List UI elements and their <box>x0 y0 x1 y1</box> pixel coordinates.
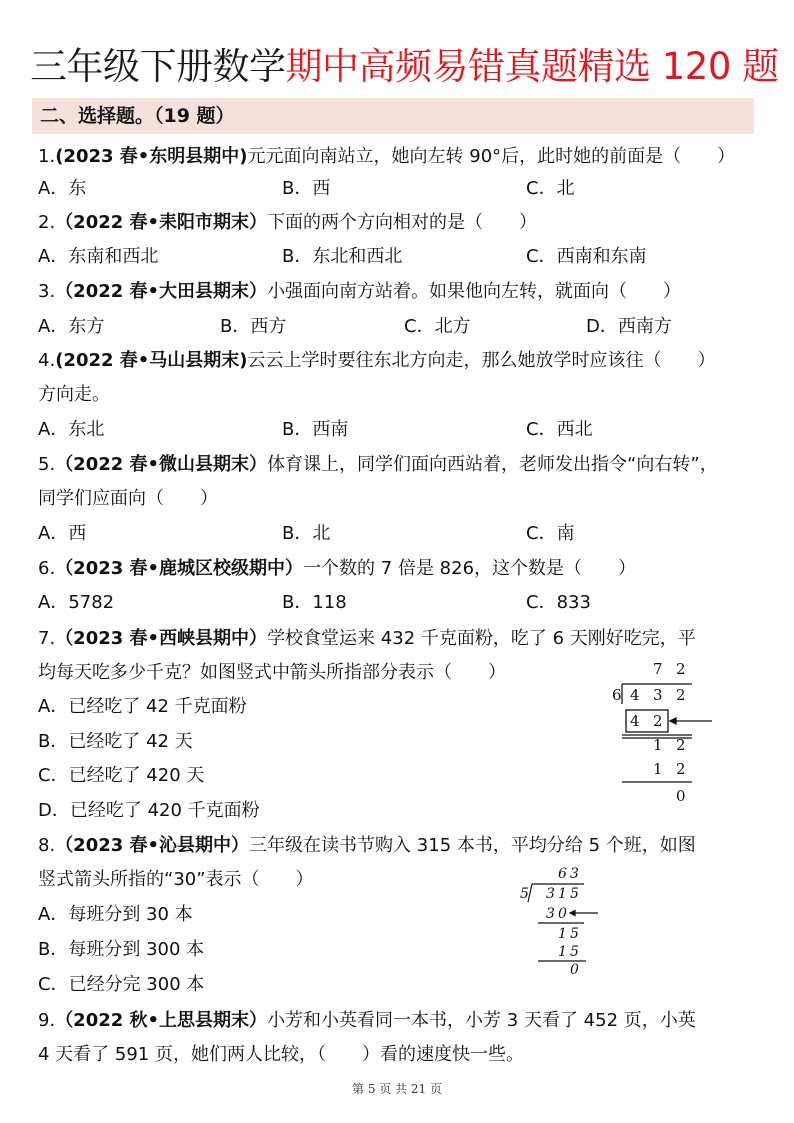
dividend-digit: 3 <box>653 686 663 704</box>
divisor: 6 <box>612 686 622 704</box>
step-digit: 2 <box>676 736 686 754</box>
long-division-figure-1 <box>608 658 718 808</box>
option-a: A．东北 <box>38 419 105 440</box>
question-2 <box>38 206 760 240</box>
option-a: A．西 <box>38 523 87 544</box>
question-6 <box>38 552 760 586</box>
question-source: （2022 春•大田县期末） <box>55 281 268 302</box>
option-c: C．北方 <box>404 316 471 337</box>
dividend-digit: 3 <box>546 886 555 902</box>
question-text: 云云上学时要往东北方向走，那么她放学时应该往（ ） <box>247 350 716 371</box>
question-source: （2023 春•西峡县期中） <box>55 628 268 649</box>
quotient-digit: 3 <box>570 866 579 882</box>
question-9-line2: 4 天看了 591 页，她们两人比较，（ ）看的速度快一些。 <box>38 1044 524 1065</box>
question-text: 体育课上，同学们面向西站着，老师发出指令“向右转”， <box>267 454 718 475</box>
question-number: 2. <box>38 212 56 233</box>
option-a: A．东 <box>38 178 87 199</box>
option-b: B．每班分到 300 本 <box>38 939 205 960</box>
step-digit: 0 <box>558 906 567 922</box>
question-number: 7. <box>38 628 56 649</box>
option-c: C．西北 <box>526 419 593 440</box>
remainder: 0 <box>676 787 686 805</box>
remainder: 0 <box>570 962 579 978</box>
quotient-digit: 6 <box>558 866 567 882</box>
long-division-figure-2 <box>518 864 628 979</box>
page-footer: 第 5 页 共 21 页 <box>352 1082 442 1096</box>
question-source: (2023 春•东明县期中) <box>55 146 248 167</box>
option-a: A．5782 <box>38 592 115 613</box>
option-b: B．西南 <box>282 419 349 440</box>
question-number: 9. <box>38 1010 56 1031</box>
step-digit: 2 <box>653 712 663 730</box>
question-number: 3. <box>38 281 56 302</box>
arrow-head-icon <box>570 911 575 916</box>
question-text: 学校食堂运来 432 千克面粉，吃了 6 天刚好吃完，平 <box>267 628 696 649</box>
question-source: （2023 春•鹿城区校级期中） <box>55 558 304 579</box>
question-8 <box>38 829 760 863</box>
question-number: 6. <box>38 558 56 579</box>
question-4 <box>38 344 760 378</box>
question-source: （2022 春•微山县期末） <box>55 454 268 475</box>
question-5-line2: 同学们应面向（ ） <box>38 488 218 509</box>
question-source: (2022 春•马山县期末) <box>55 350 248 371</box>
option-b: B．北 <box>282 523 331 544</box>
step-digit: 1 <box>558 944 567 960</box>
option-c: C．已经吃了 420 天 <box>38 765 205 786</box>
option-c: C．西南和东南 <box>526 246 647 267</box>
question-source: （2023 春•沁县期中） <box>55 835 250 856</box>
quotient-digit: 2 <box>676 660 686 678</box>
question-1 <box>38 140 760 174</box>
page-title <box>30 38 779 96</box>
step-digit: 5 <box>570 926 579 942</box>
option-c: C．已经分完 300 本 <box>38 974 205 995</box>
step-digit: 2 <box>676 760 686 778</box>
question-text: 小强面向南方站着。如果他向左转，就面向（ ） <box>267 281 682 302</box>
question-source: （2022 春•耒阳市期末） <box>55 212 268 233</box>
option-b: B．118 <box>282 592 347 613</box>
question-8-line2: 竖式箭头所指的“30”表示（ ） <box>38 869 314 890</box>
option-a: A．已经吃了 42 千克面粉 <box>38 696 247 717</box>
question-7 <box>38 622 760 656</box>
step-digit: 4 <box>630 712 640 730</box>
option-c: C．北 <box>526 178 575 199</box>
question-5 <box>38 448 760 482</box>
step-digit: 3 <box>546 906 555 922</box>
dividend-digit: 4 <box>630 686 640 704</box>
option-b: B．东北和西北 <box>282 246 403 267</box>
title-red-part: 期中高频易错真题精选 120 题 <box>285 45 779 88</box>
question-number: 8. <box>38 835 56 856</box>
arrow-head-icon <box>670 718 676 724</box>
option-a: A．东南和西北 <box>38 246 159 267</box>
question-number: 5. <box>38 454 56 475</box>
option-d: D．已经吃了 420 千克面粉 <box>38 800 260 821</box>
question-text: 小芳和小英看同一本书，小芳 3 天看了 452 页，小英 <box>267 1010 696 1031</box>
question-text: 元元面向南站立，她向左转 90°后，此时她的前面是（ ） <box>247 146 736 167</box>
question-number: 4. <box>38 350 56 371</box>
dividend-digit: 1 <box>558 886 567 902</box>
option-b: B．已经吃了 42 天 <box>38 731 193 752</box>
option-b: B．西方 <box>220 316 287 337</box>
section-heading: 二、选择题。（19 题） <box>32 98 754 134</box>
option-a: A．每班分到 30 本 <box>38 904 193 925</box>
option-b: B．西 <box>282 178 331 199</box>
option-c: C．南 <box>526 523 575 544</box>
question-text: 一个数的 7 倍是 826，这个数是（ ） <box>303 558 637 579</box>
step-digit: 1 <box>653 736 663 754</box>
question-7-line2: 均每天吃多少千克？如图竖式中箭头所指部分表示（ ） <box>38 662 506 683</box>
option-a: A．东方 <box>38 316 105 337</box>
question-3 <box>38 275 760 309</box>
title-black-part: 三年级下册数学 <box>30 45 286 88</box>
dividend-digit: 2 <box>676 686 686 704</box>
option-c: C．833 <box>526 592 591 613</box>
question-number: 1. <box>38 146 56 167</box>
step-digit: 5 <box>570 944 579 960</box>
option-d: D．西南方 <box>586 316 672 337</box>
question-source: （2022 秋•上思县期末） <box>55 1010 268 1031</box>
step-digit: 1 <box>558 926 567 942</box>
dividend-digit: 5 <box>570 886 579 902</box>
divisor: 5 <box>520 886 529 902</box>
quotient-digit: 7 <box>653 660 663 678</box>
question-text: 三年级在读书节购入 315 本书，平均分给 5 个班，如图 <box>249 835 696 856</box>
step-digit: 1 <box>653 760 663 778</box>
question-4-line2: 方向走。 <box>38 384 110 405</box>
question-text: 下面的两个方向相对的是（ ） <box>267 212 538 233</box>
question-9 <box>38 1004 760 1038</box>
